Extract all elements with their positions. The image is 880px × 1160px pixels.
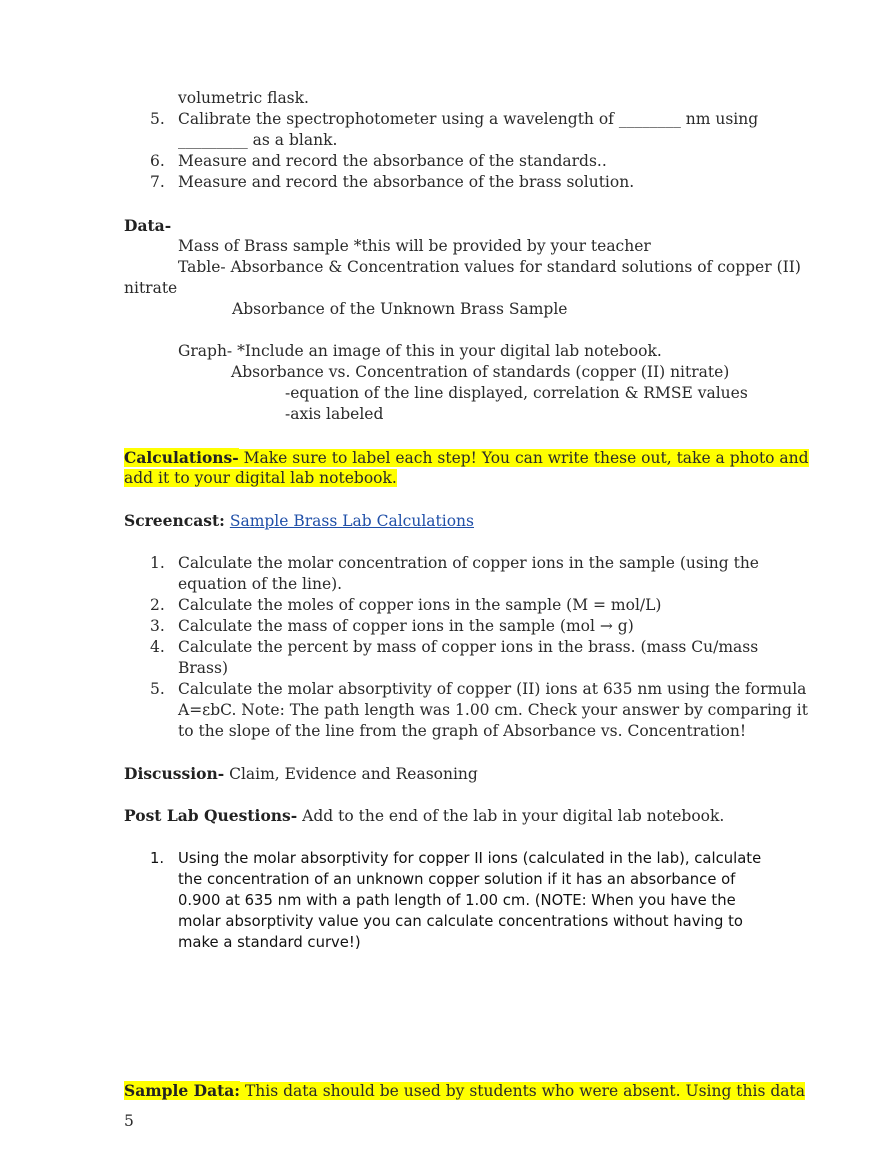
sample-data-heading: Sample Data: <box>124 1081 241 1100</box>
calc-step-5-cont: A=εbC. Note: The path length was 1.00 cm. Check your answer by comparing it <box>178 701 808 719</box>
procedure-step-5: Calibrate the spectrophotometer using a wavelength of ________ nm using <box>178 110 759 128</box>
procedure-step-6: Measure and record the absorbance of the standards.. <box>178 152 607 170</box>
post-lab-heading: Post Lab Questions- <box>124 806 298 825</box>
step-number: 6. <box>150 152 165 170</box>
calc-step-number: 3. <box>150 617 165 635</box>
post-lab-q1-cont: the concentration of an unknown copper solution if it has an absorbance of <box>178 871 736 888</box>
data-graph-sub3: -axis labeled <box>285 405 384 423</box>
calc-step-4-cont: Brass) <box>178 659 228 677</box>
data-graph-sub2: -equation of the line displayed, correlation & RMSE values <box>285 384 748 402</box>
discussion-line <box>124 763 478 785</box>
procedure-step-7: Measure and record the absorbance of the brass solution. <box>178 173 635 191</box>
calc-step-number: 2. <box>150 596 165 614</box>
screencast-line <box>124 510 474 532</box>
calc-step-1: Calculate the molar concentration of copper ions in the sample (using the <box>178 554 759 572</box>
post-lab-q1-cont3: molar absorptivity value you can calculate concentrations without having to <box>178 913 743 930</box>
procedure-step-5-cont: _________ as a blank. <box>178 131 338 149</box>
calc-step-2: Calculate the moles of copper ions in the sample (M = mol/L) <box>178 596 662 614</box>
post-lab-line <box>124 805 724 827</box>
calc-step-1-cont: equation of the line). <box>178 575 343 593</box>
discussion-heading: Discussion- <box>124 764 225 783</box>
post-lab-text: Add to the end of the lab in your digital lab notebook. <box>302 807 725 825</box>
calculations-note: Make sure to label each step! You can write these out, take a photo and <box>243 449 809 467</box>
calc-step-number: 4. <box>150 638 165 656</box>
calculations-heading: Calculations- <box>124 448 239 467</box>
data-mass: Mass of Brass sample *this will be provided by your teacher <box>178 237 651 255</box>
data-table: Table- Absorbance & Concentration values for standard solutions of copper (II) <box>178 258 801 276</box>
data-graph: Graph- *Include an image of this in your digital lab notebook. <box>178 342 662 360</box>
post-lab-q1-cont2: 0.900 at 635 nm with a path length of 1.00 cm. (NOTE: When you have the <box>178 892 736 909</box>
data-heading: Data- <box>124 216 172 235</box>
sample-data-line <box>124 1080 805 1102</box>
calc-step-4: Calculate the percent by mass of copper ions in the brass. (mass Cu/mass <box>178 638 759 656</box>
data-unknown: Absorbance of the Unknown Brass Sample <box>232 300 568 318</box>
calc-step-number: 5. <box>150 680 165 698</box>
calculations-note-cont: add it to your digital lab notebook. <box>124 469 397 487</box>
step-number: 7. <box>150 173 165 191</box>
screencast-link[interactable]: Sample Brass Lab Calculations <box>229 512 474 530</box>
data-table-wrap: nitrate <box>124 279 178 297</box>
step-number: 5. <box>150 110 165 128</box>
data-graph-sub: Absorbance vs. Concentration of standards (copper (II) nitrate) <box>231 363 730 381</box>
screencast-label: Screencast: <box>124 511 225 530</box>
post-lab-q-number: 1. <box>150 850 165 867</box>
procedure-continuation: volumetric flask. <box>178 89 309 107</box>
page-number: 5 <box>124 1112 134 1130</box>
calc-step-5: Calculate the molar absorptivity of copper (II) ions at 635 nm using the formula <box>178 680 807 698</box>
sample-data-text: This data should be used by students who were absent. Using this data <box>244 1082 805 1100</box>
calc-step-3: Calculate the mass of copper ions in the sample (mol → g) <box>178 617 634 635</box>
calc-step-5-cont2: to the slope of the line from the graph of Absorbance vs. Concentration! <box>178 722 747 740</box>
calc-step-number: 1. <box>150 554 165 572</box>
post-lab-q1: Using the molar absorptivity for copper II ions (calculated in the lab), calculate <box>178 850 762 867</box>
calculations-line-2 <box>124 468 397 489</box>
discussion-text: Claim, Evidence and Reasoning <box>229 765 478 783</box>
calculations-line-1 <box>124 447 809 469</box>
post-lab-q1-cont4: make a standard curve!) <box>178 934 361 951</box>
